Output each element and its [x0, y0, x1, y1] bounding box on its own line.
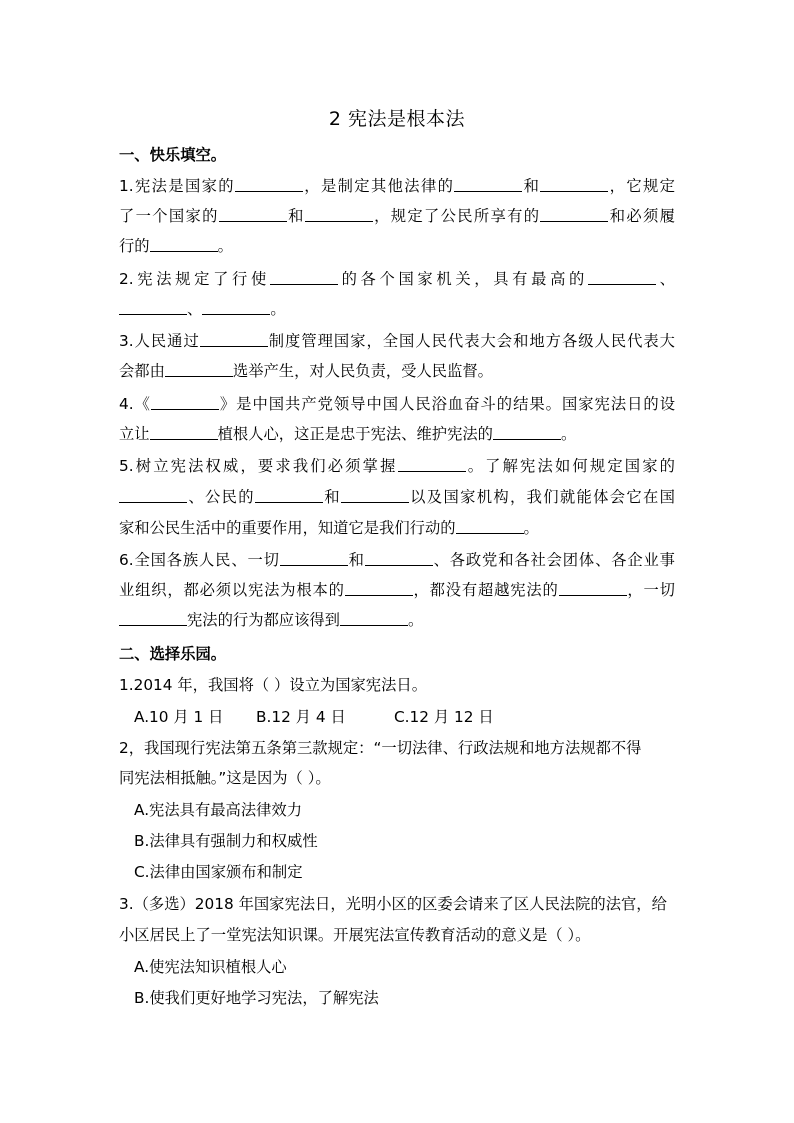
blank-field[interactable] [365, 550, 433, 566]
blank-field[interactable] [398, 456, 466, 472]
blank-field[interactable] [305, 206, 373, 222]
blank-field[interactable] [255, 487, 323, 503]
blank-field[interactable] [456, 518, 524, 534]
option-b[interactable]: B.法律具有强制力和权威性 [134, 832, 318, 850]
blank-field[interactable] [235, 176, 303, 192]
blank-field[interactable] [341, 487, 409, 503]
q6-line-3: 宪法的行为都应该得到 。 [119, 610, 423, 630]
q1-line-1: 1.宪法是国家的 ，是制定其他法律的 和 ，它规定 [119, 177, 675, 195]
q3-line-1: 3.人民通过 制度管理国家，全国人民代表大会和地方各级人民代表大 [119, 332, 675, 350]
blank-field[interactable] [493, 424, 561, 440]
q5-line-2: 、公民的 和 以及国家机构，我们就能体会它在国 [119, 487, 675, 507]
blank-field[interactable] [540, 176, 608, 192]
blank-field[interactable] [119, 610, 187, 626]
section-1-heading: 一、快乐填空。 [119, 146, 227, 164]
page-title: 2 宪法是根本法 [328, 108, 466, 130]
blank-field[interactable] [454, 176, 522, 192]
option-a[interactable]: A.10 月 1 日 [134, 708, 224, 726]
q5-line-3: 家和公民生活中的重要作用，知道它是我们行动的 。 [119, 519, 539, 537]
section-2-heading: 二、选择乐园。 [119, 645, 227, 663]
q4-line-2: 立让 植根人心，这正是忠于宪法、维护宪法的 。 [119, 425, 577, 443]
blank-field[interactable] [270, 269, 338, 285]
q3-line-2: 会都由 选举产生，对人民负责，受人民监督。 [119, 362, 493, 380]
blank-field[interactable] [165, 361, 233, 377]
q1-line-2: 了一个国家的 和 ，规定了公民所享有的 和必须履 [119, 207, 675, 225]
mc-q3-stem-line-1: 3.（多选）2018 年国家宪法日，光明小区的区委会请来了区人民法院的法官，给 [119, 895, 667, 913]
mc-q1-stem: 1.2014 年，我国将（ ）设立为国家宪法日。 [119, 676, 428, 694]
blank-field[interactable] [119, 487, 187, 503]
option-c[interactable]: C.12 月 12 日 [394, 708, 494, 726]
blank-field[interactable] [119, 299, 187, 315]
mc-q1-options [134, 707, 494, 727]
blank-field[interactable] [559, 580, 627, 596]
option-b[interactable]: B.12 月 4 日 [256, 708, 346, 726]
blank-field[interactable] [280, 550, 348, 566]
blank-field[interactable] [340, 610, 408, 626]
mc-q3-stem-line-2: 小区居民上了一堂宪法知识课。开展宪法宣传教育活动的意义是（ ）。 [119, 926, 591, 944]
q2-line-2: 、 。 [119, 299, 286, 319]
blank-field[interactable] [150, 424, 218, 440]
blank-field[interactable] [150, 236, 218, 252]
option-c[interactable]: C.法律由国家颁布和制定 [134, 863, 303, 881]
blank-field[interactable] [345, 580, 413, 596]
blank-field[interactable] [540, 206, 608, 222]
blank-field[interactable] [200, 331, 268, 347]
blank-field[interactable] [219, 206, 287, 222]
q6-line-2: 业组织，都必须以宪法为根本的 ，都没有超越宪法的 ，一切 [119, 581, 675, 599]
option-a[interactable]: A.宪法具有最高法律效力 [134, 801, 303, 819]
option-b[interactable]: B.使我们更好地学习宪法，了解宪法 [134, 989, 379, 1007]
q2-line-1: 2.宪法规定了行使 的各个国家机关，具有最高的 、 [119, 270, 675, 288]
blank-field[interactable] [588, 269, 656, 285]
blank-field[interactable] [202, 299, 270, 315]
q5-line-1: 5.树立宪法权威，要求我们必须掌握 。了解宪法如何规定国家的 [119, 457, 675, 475]
q6-line-1: 6.全国各族人民、一切 和 、各政党和各社会团体、各企业事 [119, 551, 675, 569]
blank-field[interactable] [151, 394, 219, 410]
option-a[interactable]: A.使宪法知识植根人心 [134, 958, 287, 976]
mc-q2-stem-line-2: 同宪法相抵触。”这是因为（ ）。 [119, 769, 331, 787]
q4-line-1: 4.《 》是中国共产党领导中国人民浴血奋斗的结果。国家宪法日的设 [119, 395, 675, 413]
mc-q2-stem-line-1: 2，我国现行宪法第五条第三款规定：“一切法律、行政法规和地方法规都不得 [119, 739, 642, 757]
q1-line-3: 行的 。 [119, 237, 233, 255]
